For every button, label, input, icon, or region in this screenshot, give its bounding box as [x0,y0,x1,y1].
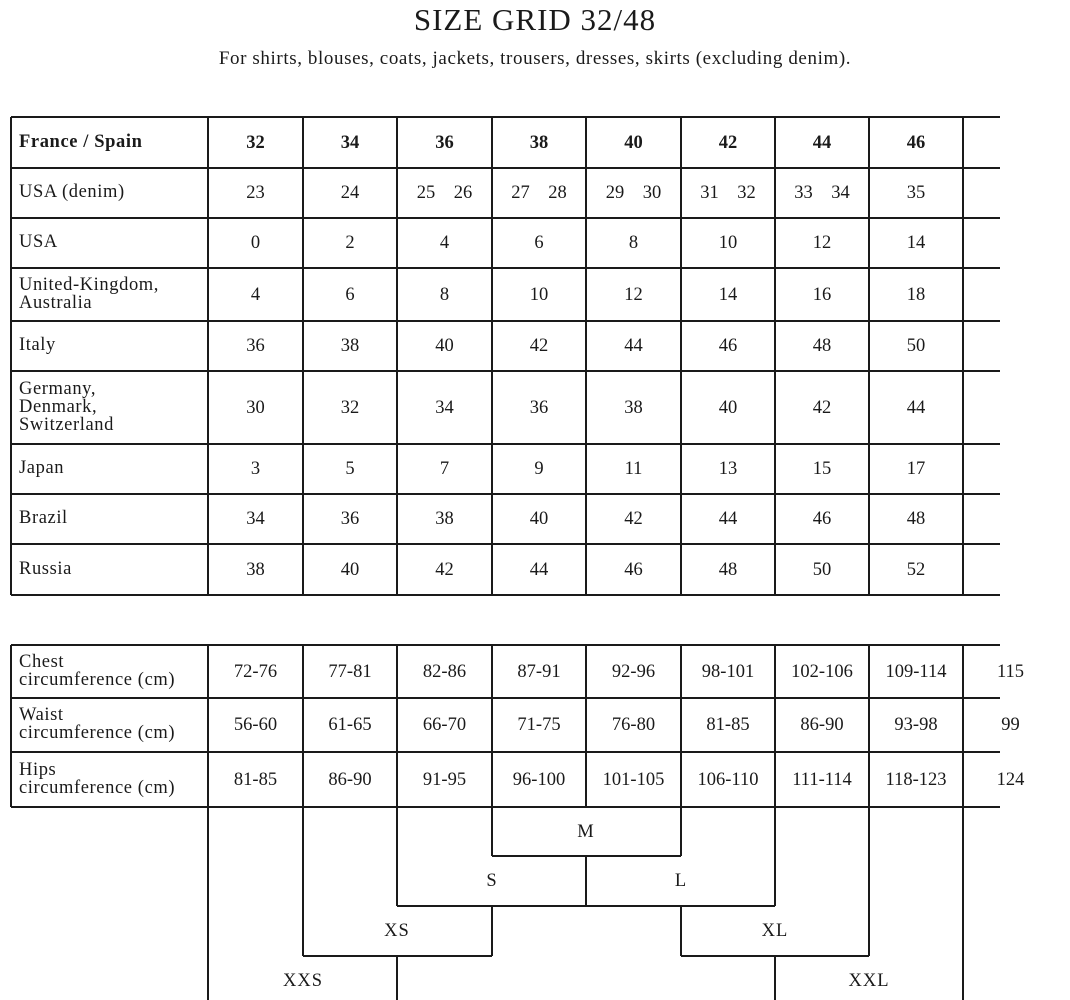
measurement-cell: 82-86 [422,661,467,682]
measurement-cell: 91-95 [422,769,467,790]
row-divider [11,370,1000,372]
conversion-cell: 40 [529,509,549,529]
bracket-line [680,808,682,856]
row-divider [11,493,1000,495]
conversion-cell: 17 [906,459,926,479]
conversion-cell: 32 [340,397,360,418]
conversion-cell: 48 [718,559,738,580]
conversion-row-label: Germany, Denmark, Switzerland [19,378,114,435]
measurement-cell: 92-96 [611,661,656,682]
conversion-cell: 48 [812,336,832,356]
conversion-cell: 11 [624,459,643,479]
row-divider [11,116,1000,118]
conversion-cell: 13 [718,459,738,479]
row-divider [11,217,1000,219]
bracket-line [680,906,682,956]
measurement-cell: 93-98 [894,715,938,735]
bracket-line [396,956,398,1000]
conversion-cell: 12 [624,284,643,305]
conversion-cell: 34 [340,132,360,153]
bracket-line [302,808,304,956]
bracket-line [868,808,870,956]
conversion-cell: 52 [906,559,926,580]
size-label-xl: XL [761,921,789,941]
measurement-row-label: Chest circumference (cm) [19,651,176,690]
column-divider [10,117,12,595]
conversion-cell: 9 [534,459,544,479]
conversion-cell: 36 [340,509,360,529]
conversion-cell: 42 [529,336,549,356]
conversion-cell: 40 [624,132,643,153]
measurement-cell: 102-106 [791,661,853,682]
measurement-cell: 87-91 [517,661,561,682]
conversion-cell: 24 [340,183,360,203]
conversion-cell: 23 [246,183,265,203]
conversion-cell: 10 [718,233,738,253]
conversion-cell: 42 [812,397,832,418]
conversion-cell: 48 [906,509,926,529]
conversion-cell: 46 [718,336,738,356]
conversion-cell: 15 [812,459,832,479]
conversion-cell: 16 [812,284,832,305]
row-divider [11,751,1000,753]
conversion-cell: 44 [906,397,926,418]
page-title: SIZE GRID 32/48 [413,2,657,37]
conversion-cell: 4 [250,284,261,305]
bracket-line [774,808,776,906]
row-divider [11,167,1000,169]
conversion-cell: 14 [718,284,738,305]
conversion-cell: 46 [812,509,832,529]
conversion-cell: 6 [345,284,355,305]
row-divider [11,594,1000,596]
conversion-cell: 44 [529,559,549,580]
conversion-cell: 40 [435,336,454,356]
conversion-row-label: Brazil [19,508,68,528]
conversion-cell: 32 [246,132,265,153]
row-divider [11,644,1000,646]
measurement-cell: 81-85 [706,715,750,735]
conversion-cell: 3 [250,459,261,479]
row-divider [11,267,1000,269]
measurement-cell: 118-123 [885,769,947,790]
conversion-cell: 31 32 [700,183,756,203]
size-label-xs: XS [384,921,410,941]
measurement-cell: 96-100 [512,769,566,790]
conversion-cell: 40 [718,397,738,418]
measurement-cell: 86-90 [800,715,844,735]
conversion-cell: 4 [439,233,450,253]
conversion-cell: 30 [246,397,265,418]
conversion-cell: 33 34 [794,183,850,203]
size-label-xxs: XXS [282,971,323,991]
conversion-row-label: USA [19,232,58,252]
conversion-cell: 42 [718,132,738,153]
measurement-cell: 77-81 [328,661,372,682]
measurement-cell: 109-114 [885,661,947,682]
conversion-cell: 0 [250,233,261,253]
conversion-cell: 29 30 [605,183,662,203]
measurement-cell: 66-70 [422,715,467,735]
row-divider [11,543,1000,545]
measurement-cell: 98-101 [701,661,755,682]
measurement-row-label: Hips circumference (cm) [19,759,176,798]
bracket-line [491,808,493,856]
conversion-cell: 40 [340,559,360,580]
conversion-cell: 34 [435,397,454,418]
measurement-cell: 81-85 [233,769,278,790]
row-divider [11,443,1000,445]
measurement-cell: 106-110 [697,769,759,790]
bracket-line [962,808,964,1000]
column-divider [10,645,12,807]
conversion-cell: 42 [624,509,643,529]
conversion-cell: 6 [534,233,544,253]
conversion-row-label: USA (denim) [19,182,125,202]
conversion-cell: 42 [435,559,454,580]
conversion-cell: 25 26 [416,183,473,203]
measurement-cell: 101-105 [602,769,665,790]
conversion-row-label: United-Kingdom, Australia [19,274,160,313]
conversion-cell: 34 [246,509,265,529]
conversion-row-label: Japan [19,458,65,478]
row-divider [11,320,1000,322]
size-label-s: S [486,871,498,891]
conversion-cell: 8 [439,284,450,305]
conversion-cell: 7 [439,459,450,479]
bracket-line [396,808,398,906]
conversion-cell: 27 28 [511,183,567,203]
size-label-m: M [577,822,595,842]
conversion-cell: 38 [246,559,265,580]
measurement-cell: 76-80 [611,715,656,735]
measurement-cell: 71-75 [517,715,561,735]
conversion-cell: 8 [628,233,639,253]
bracket-line [491,906,493,956]
bracket-line [207,808,209,1000]
measurement-cell: 86-90 [328,769,372,790]
conversion-cell: 38 [340,336,360,356]
measurement-cell: 56-60 [233,715,278,735]
conversion-cell: 46 [624,559,643,580]
conversion-cell: 36 [246,336,265,356]
conversion-cell: 38 [435,509,454,529]
conversion-cell: 46 [906,132,926,153]
measurement-cell: 115 [996,661,1025,682]
conversion-cell: 38 [624,397,643,418]
measurement-cell: 72-76 [233,661,278,682]
conversion-cell: 10 [529,284,549,305]
conversion-cell: 38 [529,132,549,153]
conversion-cell: 44 [624,336,643,356]
bracket-line [774,956,776,1000]
conversion-cell: 5 [345,459,355,479]
measurement-cell: 61-65 [328,715,372,735]
conversion-cell: 14 [906,233,926,253]
conversion-cell: 35 [906,183,926,203]
measurement-row-label: Waist circumference (cm) [19,705,176,743]
row-divider [11,806,1000,808]
conversion-cell: 50 [906,336,926,356]
bracket-line [397,905,775,907]
page-subtitle: For shirts, blouses, coats, jackets, trousers, dresses, skirts (excluding denim). [218,48,852,69]
conversion-cell: 36 [435,132,454,153]
conversion-row-label: France / Spain [19,131,143,152]
row-divider [11,697,1000,699]
conversion-cell: 44 [718,509,738,529]
size-label-l: L [674,871,688,891]
conversion-cell: 12 [812,233,832,253]
conversion-row-label: Russia [19,558,72,579]
bracket-line [585,856,587,906]
size-label-xxl: XXL [848,971,890,991]
conversion-cell: 2 [345,233,355,253]
measurement-cell: 111-114 [792,769,852,790]
conversion-cell: 36 [529,397,549,418]
measurement-cell: 124 [996,769,1025,790]
conversion-row-label: Italy [19,335,56,355]
conversion-cell: 18 [906,284,926,305]
measurement-cell: 99 [1001,715,1020,735]
conversion-cell: 50 [812,559,832,580]
conversion-cell: 44 [812,132,832,153]
